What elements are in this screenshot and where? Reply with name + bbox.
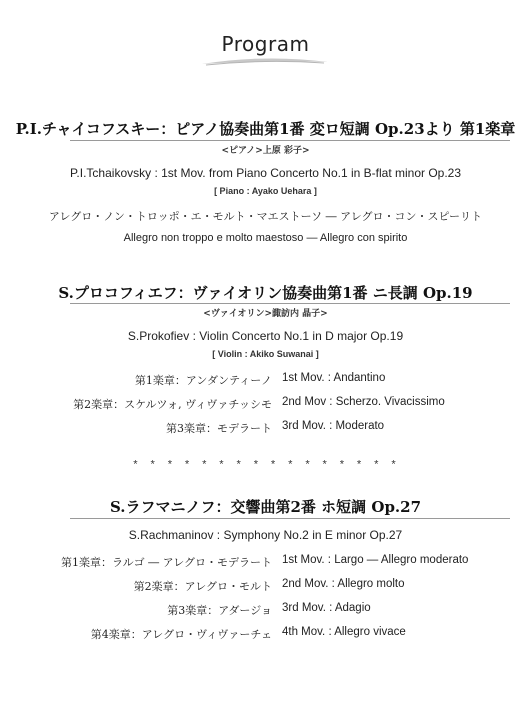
piece-3-mov-1-en: 1st Mov. : Largo ― Allegro moderato (282, 554, 469, 566)
piece-1-rule (70, 140, 510, 141)
piece-2-performer-jp: <ヴァイオリン>諏訪内 晶子> (203, 309, 328, 319)
piece-1-title-en: P.I.Tchaikovsky : 1st Mov. from Piano Concerto No.1 in B-flat minor Op.23 (69, 166, 462, 180)
piece-3-rule (70, 518, 510, 519)
piece-3-mov-2-en: 2nd Mov. : Allegro molto (282, 578, 405, 590)
piece-2-title-en: S.Prokofiev : Violin Concerto No.1 in D major Op.19 (127, 329, 404, 343)
piece-3-mov-4-jp: 第4楽章：アレグロ・ヴィヴァーチェ (90, 628, 272, 641)
piece-2-heading: S.プロコフィエフ：ヴァイオリン協奏曲第1番 ニ長調 Op.19 (58, 284, 473, 302)
section-separator: * * * * * * * * * * * * * * * * (132, 460, 399, 472)
piece-2-mov-3-jp: 第3楽章：モデラート (166, 422, 272, 435)
piece-2-mov-1-jp: 第1楽章：アンダンティーノ (134, 374, 272, 387)
piece-1-tempo-en: Allegro non troppo e molto maestoso ― Allegro con spirito (123, 232, 408, 244)
piece-1-heading: P.I.チャイコフスキー：ピアノ協奏曲第1番 変ロ短調 Op.23より 第1楽章 (15, 120, 516, 138)
page-title: Program (221, 32, 310, 56)
piece-3-mov-4-en: 4th Mov. : Allegro vivace (282, 626, 406, 638)
piece-2-rule (70, 303, 510, 304)
piece-2-mov-2-jp: 第2楽章：スケルツォ, ヴィヴァチッシモ (73, 398, 272, 411)
piece-3-mov-3-en: 3rd Mov. : Adagio (282, 602, 371, 614)
piece-1-performer-jp: <ピアノ>上原 彩子> (221, 146, 310, 156)
piece-3-heading: S.ラフマニノフ：交響曲第2番 ホ短調 Op.27 (109, 498, 422, 516)
piece-1-performer-en: [ Piano : Ayako Uehara ] (214, 186, 317, 196)
piece-2-mov-2-en: 2nd Mov : Scherzo. Vivacissimo (282, 396, 445, 408)
piece-3-title-en: S.Rachmaninov : Symphony No.2 in E minor Op.27 (128, 528, 403, 542)
piece-3-mov-3-jp: 第3楽章：アダージョ (167, 604, 272, 617)
title-swoosh-ornament (200, 56, 330, 70)
piece-3-mov-2-jp: 第2楽章：アレグロ・モルト (133, 580, 272, 593)
piece-3-mov-1-jp: 第1楽章：ラルゴ ― アレグロ・モデラート (60, 556, 272, 569)
piece-2-mov-1-en: 1st Mov. : Andantino (282, 372, 386, 384)
piece-2-mov-3-en: 3rd Mov. : Moderato (282, 420, 385, 432)
piece-2-performer-en: [ Violin : Akiko Suwanai ] (212, 349, 319, 359)
piece-1-tempo-jp: アレグロ・ノン・トロッポ・エ・モルト・マエストーソ ― アレグロ・コン・スピーリト (48, 210, 483, 223)
